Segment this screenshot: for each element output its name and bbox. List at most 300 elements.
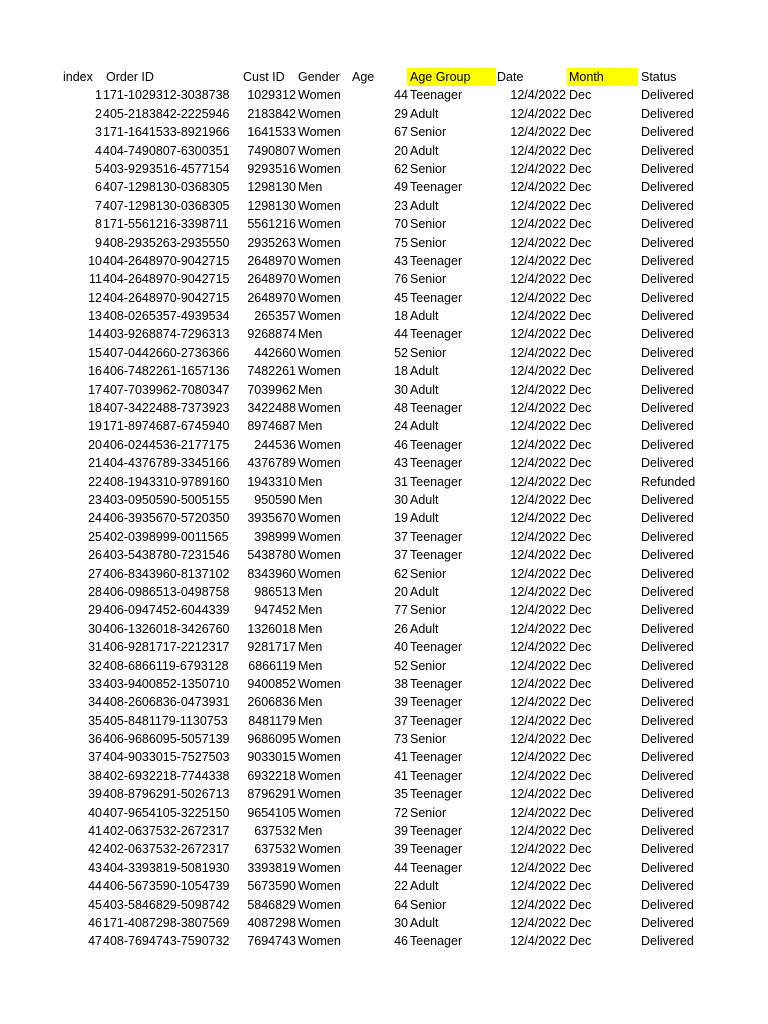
cell-age-group[interactable]: Teenager <box>410 787 463 802</box>
cell-month[interactable]: Dec <box>569 456 592 471</box>
cell-age-group[interactable]: Teenager <box>410 676 463 691</box>
cell-age[interactable]: 39 <box>394 695 408 710</box>
cell-month[interactable]: Dec <box>569 658 592 673</box>
cell-cust-id[interactable]: 8974687 <box>247 419 296 434</box>
cell-date[interactable]: 12/4/2022 <box>510 456 566 471</box>
cell-index[interactable]: 32 <box>88 658 102 673</box>
cell-order-id[interactable]: 406-3935670-5720350 <box>103 511 230 526</box>
cell-age[interactable]: 30 <box>394 382 408 397</box>
cell-order-id[interactable]: 403-0950590-5005155 <box>103 492 230 507</box>
cell-month[interactable]: Dec <box>569 125 592 140</box>
cell-index[interactable]: 8 <box>95 217 102 232</box>
cell-gender[interactable]: Women <box>298 860 341 875</box>
cell-cust-id[interactable]: 5846829 <box>247 897 296 912</box>
cell-status[interactable]: Delivered <box>641 290 694 305</box>
cell-cust-id[interactable]: 9293516 <box>247 161 296 176</box>
cell-order-id[interactable]: 402-6932218-7744338 <box>103 768 230 783</box>
cell-index[interactable]: 5 <box>95 161 102 176</box>
cell-date[interactable]: 12/4/2022 <box>510 915 566 930</box>
cell-date[interactable]: 12/4/2022 <box>510 474 566 489</box>
cell-status[interactable]: Delivered <box>641 603 694 618</box>
cell-gender[interactable]: Women <box>298 290 341 305</box>
cell-month[interactable]: Dec <box>569 88 592 103</box>
cell-date[interactable]: 12/4/2022 <box>510 272 566 287</box>
cell-age[interactable]: 46 <box>394 934 408 949</box>
cell-status[interactable]: Delivered <box>641 805 694 820</box>
cell-age[interactable]: 39 <box>394 824 408 839</box>
cell-order-id[interactable]: 403-9400852-1350710 <box>103 676 230 691</box>
cell-gender[interactable]: Women <box>298 566 341 581</box>
cell-month[interactable]: Dec <box>569 106 592 121</box>
cell-cust-id[interactable]: 5561216 <box>247 217 296 232</box>
cell-index[interactable]: 4 <box>95 143 102 158</box>
cell-month[interactable]: Dec <box>569 272 592 287</box>
cell-age[interactable]: 26 <box>394 621 408 636</box>
cell-status[interactable]: Delivered <box>641 364 694 379</box>
cell-age[interactable]: 41 <box>394 750 408 765</box>
cell-age-group[interactable]: Senior <box>410 217 447 232</box>
cell-index[interactable]: 23 <box>88 492 102 507</box>
cell-status[interactable]: Delivered <box>641 529 694 544</box>
cell-age[interactable]: 44 <box>394 327 408 342</box>
cell-gender[interactable]: Women <box>298 768 341 783</box>
cell-date[interactable]: 12/4/2022 <box>510 824 566 839</box>
cell-age-group[interactable]: Teenager <box>410 401 463 416</box>
cell-gender[interactable]: Men <box>298 695 323 710</box>
cell-age[interactable]: 35 <box>394 787 408 802</box>
cell-date[interactable]: 12/4/2022 <box>510 676 566 691</box>
cell-cust-id[interactable]: 7039962 <box>247 382 296 397</box>
cell-date[interactable]: 12/4/2022 <box>510 621 566 636</box>
cell-gender[interactable]: Women <box>298 345 341 360</box>
cell-age-group[interactable]: Teenager <box>410 860 463 875</box>
cell-index[interactable]: 27 <box>88 566 102 581</box>
cell-date[interactable]: 12/4/2022 <box>510 364 566 379</box>
cell-index[interactable]: 20 <box>88 437 102 452</box>
cell-cust-id[interactable]: 9686095 <box>247 732 296 747</box>
cell-date[interactable]: 12/4/2022 <box>510 548 566 563</box>
cell-gender[interactable]: Women <box>298 842 341 857</box>
cell-gender[interactable]: Women <box>298 198 341 213</box>
cell-cust-id[interactable]: 3935670 <box>247 511 296 526</box>
cell-index[interactable]: 9 <box>95 235 102 250</box>
cell-status[interactable]: Delivered <box>641 88 694 103</box>
cell-cust-id[interactable]: 3422488 <box>247 401 296 416</box>
cell-cust-id[interactable]: 986513 <box>254 584 296 599</box>
cell-status[interactable]: Delivered <box>641 180 694 195</box>
cell-age-group[interactable]: Teenager <box>410 640 463 655</box>
cell-order-id[interactable]: 406-1326018-3426760 <box>103 621 230 636</box>
cell-age-group[interactable]: Teenager <box>410 768 463 783</box>
cell-cust-id[interactable]: 2648970 <box>247 253 296 268</box>
cell-age[interactable]: 31 <box>394 474 408 489</box>
cell-index[interactable]: 21 <box>88 456 102 471</box>
cell-cust-id[interactable]: 1029312 <box>247 88 296 103</box>
cell-gender[interactable]: Women <box>298 732 341 747</box>
cell-status[interactable]: Delivered <box>641 401 694 416</box>
cell-cust-id[interactable]: 950590 <box>254 492 296 507</box>
cell-status[interactable]: Delivered <box>641 713 694 728</box>
cell-date[interactable]: 12/4/2022 <box>510 88 566 103</box>
cell-age[interactable]: 39 <box>394 842 408 857</box>
cell-age[interactable]: 37 <box>394 548 408 563</box>
cell-month[interactable]: Dec <box>569 640 592 655</box>
cell-age-group[interactable]: Teenager <box>410 437 463 452</box>
cell-index[interactable]: 14 <box>88 327 102 342</box>
cell-gender[interactable]: Men <box>298 382 323 397</box>
cell-cust-id[interactable]: 4376789 <box>247 456 296 471</box>
cell-gender[interactable]: Women <box>298 805 341 820</box>
cell-status[interactable]: Delivered <box>641 106 694 121</box>
cell-month[interactable]: Dec <box>569 180 592 195</box>
cell-date[interactable]: 12/4/2022 <box>510 198 566 213</box>
cell-date[interactable]: 12/4/2022 <box>510 732 566 747</box>
cell-date[interactable]: 12/4/2022 <box>510 897 566 912</box>
cell-status[interactable]: Delivered <box>641 584 694 599</box>
cell-age[interactable]: 52 <box>394 658 408 673</box>
cell-date[interactable]: 12/4/2022 <box>510 695 566 710</box>
cell-age[interactable]: 40 <box>394 640 408 655</box>
cell-month[interactable]: Dec <box>569 915 592 930</box>
cell-order-id[interactable]: 406-7482261-1657136 <box>103 364 230 379</box>
cell-order-id[interactable]: 406-0947452-6044339 <box>103 603 230 618</box>
cell-cust-id[interactable]: 6866119 <box>248 658 296 673</box>
cell-month[interactable]: Dec <box>569 511 592 526</box>
cell-order-id[interactable]: 402-0637532-2672317 <box>103 842 230 857</box>
cell-order-id[interactable]: 404-2648970-9042715 <box>103 272 230 287</box>
cell-cust-id[interactable]: 5673590 <box>247 879 296 894</box>
cell-date[interactable]: 12/4/2022 <box>510 566 566 581</box>
cell-status[interactable]: Delivered <box>641 456 694 471</box>
cell-index[interactable]: 2 <box>95 106 102 121</box>
cell-date[interactable]: 12/4/2022 <box>510 805 566 820</box>
cell-order-id[interactable]: 406-0986513-0498758 <box>103 584 230 599</box>
cell-age-group[interactable]: Senior <box>410 658 447 673</box>
cell-index[interactable]: 1 <box>95 88 102 103</box>
cell-status[interactable]: Delivered <box>641 860 694 875</box>
cell-index[interactable]: 17 <box>88 382 102 397</box>
cell-date[interactable]: 12/4/2022 <box>510 253 566 268</box>
cell-date[interactable]: 12/4/2022 <box>510 106 566 121</box>
cell-date[interactable]: 12/4/2022 <box>510 658 566 673</box>
cell-date[interactable]: 12/4/2022 <box>510 768 566 783</box>
cell-age-group[interactable]: Teenager <box>410 824 463 839</box>
cell-status[interactable]: Delivered <box>641 879 694 894</box>
cell-month[interactable]: Dec <box>569 401 592 416</box>
cell-cust-id[interactable]: 9281717 <box>247 640 296 655</box>
cell-age-group[interactable]: Teenager <box>410 934 463 949</box>
cell-age[interactable]: 70 <box>394 217 408 232</box>
cell-age[interactable]: 29 <box>394 106 408 121</box>
cell-order-id[interactable]: 404-2648970-9042715 <box>103 290 230 305</box>
cell-cust-id[interactable]: 398999 <box>254 529 296 544</box>
cell-gender[interactable]: Women <box>298 253 341 268</box>
cell-age-group[interactable]: Teenager <box>410 253 463 268</box>
cell-gender[interactable]: Women <box>298 401 341 416</box>
header-age[interactable]: Age <box>352 70 375 84</box>
cell-age[interactable]: 64 <box>394 897 408 912</box>
cell-date[interactable]: 12/4/2022 <box>510 290 566 305</box>
cell-status[interactable]: Delivered <box>641 419 694 434</box>
cell-date[interactable]: 12/4/2022 <box>510 603 566 618</box>
cell-status[interactable]: Delivered <box>641 640 694 655</box>
cell-index[interactable]: 47 <box>88 934 102 949</box>
cell-gender[interactable]: Women <box>298 161 341 176</box>
cell-gender[interactable]: Men <box>298 327 323 342</box>
cell-status[interactable]: Delivered <box>641 695 694 710</box>
cell-cust-id[interactable]: 7482261 <box>247 364 296 379</box>
cell-month[interactable]: Dec <box>569 327 592 342</box>
cell-cust-id[interactable]: 1298130 <box>247 180 296 195</box>
cell-month[interactable]: Dec <box>569 217 592 232</box>
cell-age-group[interactable]: Adult <box>410 584 439 599</box>
cell-status[interactable]: Delivered <box>641 897 694 912</box>
cell-date[interactable]: 12/4/2022 <box>510 860 566 875</box>
cell-gender[interactable]: Women <box>298 437 341 452</box>
cell-status[interactable]: Delivered <box>641 566 694 581</box>
cell-age-group[interactable]: Adult <box>410 915 439 930</box>
cell-status[interactable]: Delivered <box>641 732 694 747</box>
cell-age[interactable]: 44 <box>394 860 408 875</box>
cell-age-group[interactable]: Teenager <box>410 842 463 857</box>
cell-status[interactable]: Refunded <box>641 474 696 489</box>
cell-age[interactable]: 62 <box>394 566 408 581</box>
cell-age-group[interactable]: Adult <box>410 382 439 397</box>
cell-index[interactable]: 44 <box>88 879 102 894</box>
cell-order-id[interactable]: 402-0398999-0011565 <box>103 529 229 544</box>
cell-order-id[interactable]: 405-8481179-1130753 <box>103 713 228 728</box>
cell-month[interactable]: Dec <box>569 529 592 544</box>
cell-index[interactable]: 37 <box>88 750 102 765</box>
cell-age-group[interactable]: Adult <box>410 198 439 213</box>
cell-status[interactable]: Delivered <box>641 217 694 232</box>
cell-order-id[interactable]: 408-0265357-4939534 <box>103 309 230 324</box>
cell-month[interactable]: Dec <box>569 695 592 710</box>
cell-index[interactable]: 31 <box>88 640 102 655</box>
cell-order-id[interactable]: 404-9033015-7527503 <box>103 750 230 765</box>
cell-gender[interactable]: Women <box>298 217 341 232</box>
cell-gender[interactable]: Women <box>298 456 341 471</box>
cell-month[interactable]: Dec <box>569 419 592 434</box>
cell-month[interactable]: Dec <box>569 382 592 397</box>
cell-month[interactable]: Dec <box>569 824 592 839</box>
cell-age-group[interactable]: Adult <box>410 511 439 526</box>
cell-gender[interactable]: Women <box>298 235 341 250</box>
cell-age[interactable]: 30 <box>394 492 408 507</box>
cell-date[interactable]: 12/4/2022 <box>510 584 566 599</box>
cell-age[interactable]: 44 <box>394 88 408 103</box>
cell-index[interactable]: 33 <box>88 676 102 691</box>
cell-gender[interactable]: Women <box>298 125 341 140</box>
cell-order-id[interactable]: 407-0442660-2736366 <box>103 345 230 360</box>
cell-month[interactable]: Dec <box>569 897 592 912</box>
cell-month[interactable]: Dec <box>569 860 592 875</box>
cell-order-id[interactable]: 404-3393819-5081930 <box>103 860 230 875</box>
cell-cust-id[interactable]: 9268874 <box>247 327 296 342</box>
header-month[interactable]: Month <box>567 68 638 86</box>
cell-index[interactable]: 38 <box>88 768 102 783</box>
cell-status[interactable]: Delivered <box>641 511 694 526</box>
cell-order-id[interactable]: 406-5673590-1054739 <box>103 879 230 894</box>
cell-gender[interactable]: Men <box>298 713 323 728</box>
header-age-group[interactable]: Age Group <box>407 68 496 86</box>
cell-date[interactable]: 12/4/2022 <box>510 235 566 250</box>
cell-month[interactable]: Dec <box>569 768 592 783</box>
cell-age-group[interactable]: Adult <box>410 621 439 636</box>
cell-index[interactable]: 3 <box>95 125 102 140</box>
cell-order-id[interactable]: 403-5438780-7231546 <box>103 548 230 563</box>
cell-status[interactable]: Delivered <box>641 842 694 857</box>
cell-status[interactable]: Delivered <box>641 750 694 765</box>
cell-age[interactable]: 45 <box>394 290 408 305</box>
header-date[interactable]: Date <box>497 70 524 84</box>
cell-month[interactable]: Dec <box>569 364 592 379</box>
cell-gender[interactable]: Women <box>298 548 341 563</box>
cell-age-group[interactable]: Adult <box>410 143 439 158</box>
cell-month[interactable]: Dec <box>569 713 592 728</box>
cell-age-group[interactable]: Teenager <box>410 88 463 103</box>
cell-index[interactable]: 43 <box>88 860 102 875</box>
cell-age-group[interactable]: Senior <box>410 805 447 820</box>
cell-status[interactable]: Delivered <box>641 768 694 783</box>
cell-month[interactable]: Dec <box>569 676 592 691</box>
cell-status[interactable]: Delivered <box>641 125 694 140</box>
cell-status[interactable]: Delivered <box>641 253 694 268</box>
cell-age[interactable]: 46 <box>394 437 408 452</box>
cell-age[interactable]: 73 <box>394 732 408 747</box>
header-order-id[interactable]: Order ID <box>106 70 154 84</box>
cell-month[interactable]: Dec <box>569 879 592 894</box>
cell-age[interactable]: 20 <box>394 143 408 158</box>
cell-index[interactable]: 29 <box>88 603 102 618</box>
cell-age-group[interactable]: Teenager <box>410 474 463 489</box>
cell-cust-id[interactable]: 2183842 <box>247 106 296 121</box>
cell-cust-id[interactable]: 2648970 <box>247 290 296 305</box>
cell-date[interactable]: 12/4/2022 <box>510 492 566 507</box>
cell-month[interactable]: Dec <box>569 198 592 213</box>
cell-gender[interactable]: Women <box>298 787 341 802</box>
cell-gender[interactable]: Women <box>298 676 341 691</box>
cell-month[interactable]: Dec <box>569 253 592 268</box>
cell-age[interactable]: 76 <box>394 272 408 287</box>
cell-age-group[interactable]: Teenager <box>410 695 463 710</box>
cell-cust-id[interactable]: 637532 <box>254 824 296 839</box>
cell-age[interactable]: 38 <box>394 676 408 691</box>
cell-index[interactable]: 16 <box>88 364 102 379</box>
cell-date[interactable]: 12/4/2022 <box>510 640 566 655</box>
cell-order-id[interactable]: 403-9268874-7296313 <box>103 327 230 342</box>
cell-age[interactable]: 43 <box>394 253 408 268</box>
cell-cust-id[interactable]: 244536 <box>254 437 296 452</box>
cell-index[interactable]: 6 <box>95 180 102 195</box>
cell-index[interactable]: 19 <box>88 419 102 434</box>
cell-age[interactable]: 62 <box>394 161 408 176</box>
cell-age[interactable]: 72 <box>394 805 408 820</box>
cell-index[interactable]: 25 <box>88 529 102 544</box>
cell-date[interactable]: 12/4/2022 <box>510 143 566 158</box>
cell-month[interactable]: Dec <box>569 143 592 158</box>
cell-gender[interactable]: Women <box>298 529 341 544</box>
cell-order-id[interactable]: 406-8343960-8137102 <box>103 566 230 581</box>
cell-age-group[interactable]: Teenager <box>410 456 463 471</box>
cell-date[interactable]: 12/4/2022 <box>510 787 566 802</box>
cell-index[interactable]: 12 <box>88 290 102 305</box>
cell-index[interactable]: 11 <box>89 272 102 287</box>
cell-age-group[interactable]: Adult <box>410 364 439 379</box>
cell-index[interactable]: 45 <box>88 897 102 912</box>
cell-order-id[interactable]: 407-9654105-3225150 <box>103 805 230 820</box>
cell-status[interactable]: Delivered <box>641 143 694 158</box>
cell-index[interactable]: 41 <box>88 824 102 839</box>
cell-cust-id[interactable]: 3393819 <box>247 860 296 875</box>
cell-month[interactable]: Dec <box>569 603 592 618</box>
cell-order-id[interactable]: 171-8974687-6745940 <box>103 419 230 434</box>
cell-age-group[interactable]: Senior <box>410 897 447 912</box>
cell-order-id[interactable]: 406-0244536-2177175 <box>103 437 230 452</box>
cell-order-id[interactable]: 408-6866119-6793128 <box>103 658 229 673</box>
cell-index[interactable]: 42 <box>88 842 102 857</box>
cell-order-id[interactable]: 171-1029312-3038738 <box>103 88 230 103</box>
cell-cust-id[interactable]: 9033015 <box>247 750 296 765</box>
cell-index[interactable]: 36 <box>88 732 102 747</box>
cell-date[interactable]: 12/4/2022 <box>510 419 566 434</box>
cell-gender[interactable]: Men <box>298 621 323 636</box>
cell-age-group[interactable]: Senior <box>410 566 447 581</box>
cell-status[interactable]: Delivered <box>641 198 694 213</box>
cell-age[interactable]: 67 <box>394 125 408 140</box>
cell-age-group[interactable]: Senior <box>410 272 447 287</box>
cell-order-id[interactable]: 408-1943310-9789160 <box>103 474 230 489</box>
header-index[interactable]: index <box>63 70 93 84</box>
cell-date[interactable]: 12/4/2022 <box>510 382 566 397</box>
cell-order-id[interactable]: 406-9686095-5057139 <box>103 732 230 747</box>
cell-age[interactable]: 18 <box>394 309 408 324</box>
cell-month[interactable]: Dec <box>569 492 592 507</box>
cell-index[interactable]: 34 <box>88 695 102 710</box>
cell-status[interactable]: Delivered <box>641 492 694 507</box>
cell-status[interactable]: Delivered <box>641 915 694 930</box>
cell-cust-id[interactable]: 7694743 <box>247 934 296 949</box>
cell-age-group[interactable]: Teenager <box>410 180 463 195</box>
cell-cust-id[interactable]: 8796291 <box>247 787 296 802</box>
cell-index[interactable]: 18 <box>88 401 102 416</box>
cell-cust-id[interactable]: 9400852 <box>247 676 296 691</box>
cell-order-id[interactable]: 408-8796291-5026713 <box>103 787 230 802</box>
cell-date[interactable]: 12/4/2022 <box>510 180 566 195</box>
cell-age-group[interactable]: Teenager <box>410 713 463 728</box>
cell-date[interactable]: 12/4/2022 <box>510 437 566 452</box>
cell-date[interactable]: 12/4/2022 <box>510 529 566 544</box>
cell-gender[interactable]: Women <box>298 143 341 158</box>
cell-age-group[interactable]: Adult <box>410 879 439 894</box>
cell-age-group[interactable]: Teenager <box>410 327 463 342</box>
cell-month[interactable]: Dec <box>569 787 592 802</box>
cell-order-id[interactable]: 408-2935263-2935550 <box>103 235 230 250</box>
cell-gender[interactable]: Men <box>298 180 323 195</box>
cell-gender[interactable]: Men <box>298 658 323 673</box>
cell-order-id[interactable]: 407-3422488-7373923 <box>103 401 230 416</box>
cell-status[interactable]: Delivered <box>641 161 694 176</box>
cell-month[interactable]: Dec <box>569 805 592 820</box>
cell-month[interactable]: Dec <box>569 345 592 360</box>
cell-status[interactable]: Delivered <box>641 658 694 673</box>
cell-status[interactable]: Delivered <box>641 272 694 287</box>
cell-status[interactable]: Delivered <box>641 309 694 324</box>
cell-gender[interactable]: Women <box>298 879 341 894</box>
cell-status[interactable]: Delivered <box>641 824 694 839</box>
cell-order-id[interactable]: 407-1298130-0368305 <box>103 198 230 213</box>
cell-date[interactable]: 12/4/2022 <box>510 879 566 894</box>
